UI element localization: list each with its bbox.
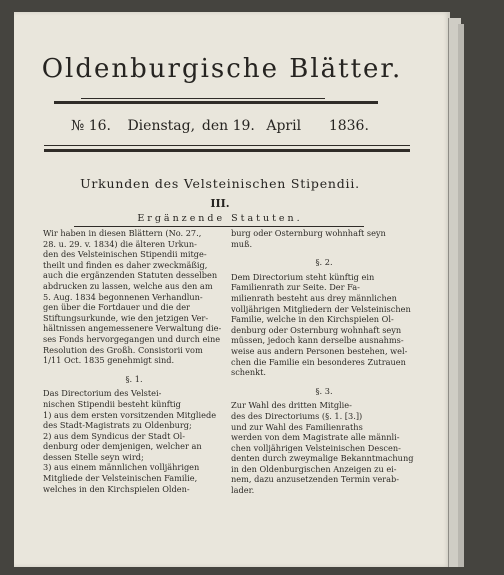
continued-line: muß. (231, 238, 253, 249)
para3-line: werden von dem Magistrate alle männli- (231, 432, 400, 443)
para1-line: welches in den Kirchspielen Olden- (43, 483, 190, 494)
para1-line: 3) aus einem männlichen volljährigen (43, 462, 200, 473)
para2-line: Dem Directorium steht künftig ein (231, 271, 375, 282)
intro-line: 5. Aug. 1834 begonnenen Verhandlun- (43, 291, 203, 302)
issue-month: April (266, 118, 302, 134)
intro-line: gen über die Fortdauer und die der (43, 302, 190, 313)
para3-body (231, 400, 417, 495)
intro-paragraph (43, 228, 225, 366)
masthead-rule-thick (54, 101, 378, 104)
para1-line: Mitgliede der Velsteinischen Familie, (43, 473, 198, 484)
issue-year: 1836. (328, 118, 369, 134)
para2-line: schenkt. (231, 367, 267, 378)
para2-line: volljährigen Mitgliedern der Velsteinischen (231, 303, 411, 314)
issue-rule-thick (44, 149, 410, 152)
para3-line: Zur Wahl des dritten Mitglie- (231, 400, 352, 411)
para2-line: weise aus andern Personen bestehen, wel- (231, 345, 408, 356)
para3-heading: §. 3. (315, 385, 333, 396)
para3-line: und zur Wahl des Familienraths (231, 421, 363, 432)
para3-line: chen volljährigen Velsteinischen Descen- (231, 442, 401, 453)
intro-line: 28. u. 29. v. 1834) die älteren Urkun- (43, 238, 197, 249)
intro-line: den des Velsteinischen Stipendii mitge- (43, 249, 207, 260)
para3-line: denten durch zweymalige Bekanntmachung (231, 453, 414, 464)
intro-line: abdrucken zu lassen, welche aus den am (43, 280, 213, 291)
para1-line: denburg oder demjenigen, welcher an (43, 441, 202, 452)
para1-heading: §. 1. (125, 373, 143, 384)
continued-line: burg oder Osternburg wohnhaft seyn (231, 228, 386, 238)
intro-line: Wir haben in diesen Blättern (No. 27., (43, 228, 202, 238)
issue-weekday: Dienstag, (127, 118, 196, 134)
para1-line: dessen Stelle seyn wird; (43, 451, 144, 462)
para1-body (43, 388, 225, 494)
para1-line: 1) aus dem ersten vorsitzenden Mitgliede (43, 409, 217, 420)
section-subtitle: Ergänzende Statuten. (137, 213, 303, 224)
para2-heading: §. 2. (315, 257, 333, 268)
continued-text (231, 228, 417, 249)
intro-line: auch die ergänzenden Statuten desselben (43, 270, 218, 281)
para1-line: des Stadt-Magistrats zu Oldenburg; (43, 420, 192, 431)
para2-body (231, 272, 417, 378)
page-edge-inner (458, 24, 464, 567)
intro-line: Stiftungsurkunde, wie den jetzigen Ver- (43, 312, 209, 323)
para2-line: chen die Familie ein besonderes Zutrauen (231, 356, 406, 367)
intro-line: Resolution des Großh. Consistorii vom (43, 344, 203, 355)
issue-rule-thin (44, 145, 410, 146)
para2-line: Familienrath zur Seite. Der Fa- (231, 282, 360, 293)
issue-date: den 19. (201, 118, 255, 134)
para3-line: in den Oldenburgischen Anzeigen zu ei- (231, 463, 397, 474)
para1-line: nischen Stipendii besteht künftig (43, 398, 181, 409)
para2-line: Familie, welche in den Kirchspielen Ol- (231, 314, 394, 325)
title-underline (74, 226, 364, 227)
issue-line (71, 118, 371, 134)
para3-line: lader. (231, 485, 255, 496)
para3-line: des des Directoriums (§. 1. [3.]) (231, 410, 363, 421)
intro-line: hältnissen angemessenere Verwaltung die- (43, 323, 222, 334)
intro-line: theilt und finden es daher zweckmäßig, (43, 259, 208, 270)
para2-line: denburg oder Osternburg wohnhaft seyn (231, 324, 402, 335)
right-column (231, 228, 417, 496)
issue-number: № 16. (71, 118, 111, 134)
para2-line: müssen, jedoch kann derselbe ausnahms- (231, 335, 404, 346)
left-column (43, 228, 225, 494)
para1-line: Das Directorium des Velstei- (43, 388, 162, 399)
para3-line: nem, dazu anzusetzenden Termin verab- (231, 474, 399, 485)
para2-line: milienrath besteht aus drey männlichen (231, 292, 397, 303)
para1-line: 2) aus dem Syndicus der Stadt Ol- (43, 430, 186, 441)
intro-line: ses Fonds hervorgegangen und durch eine (43, 333, 221, 344)
masthead-rule-thin (81, 98, 325, 99)
intro-line: 1/11 Oct. 1835 genehmigt sind. (43, 355, 175, 366)
section-numeral: III. (210, 197, 230, 210)
masthead-title: Oldenburgische Blätter. (41, 54, 403, 84)
article-title: Urkunden des Velsteinischen Stipendii. (80, 176, 360, 191)
